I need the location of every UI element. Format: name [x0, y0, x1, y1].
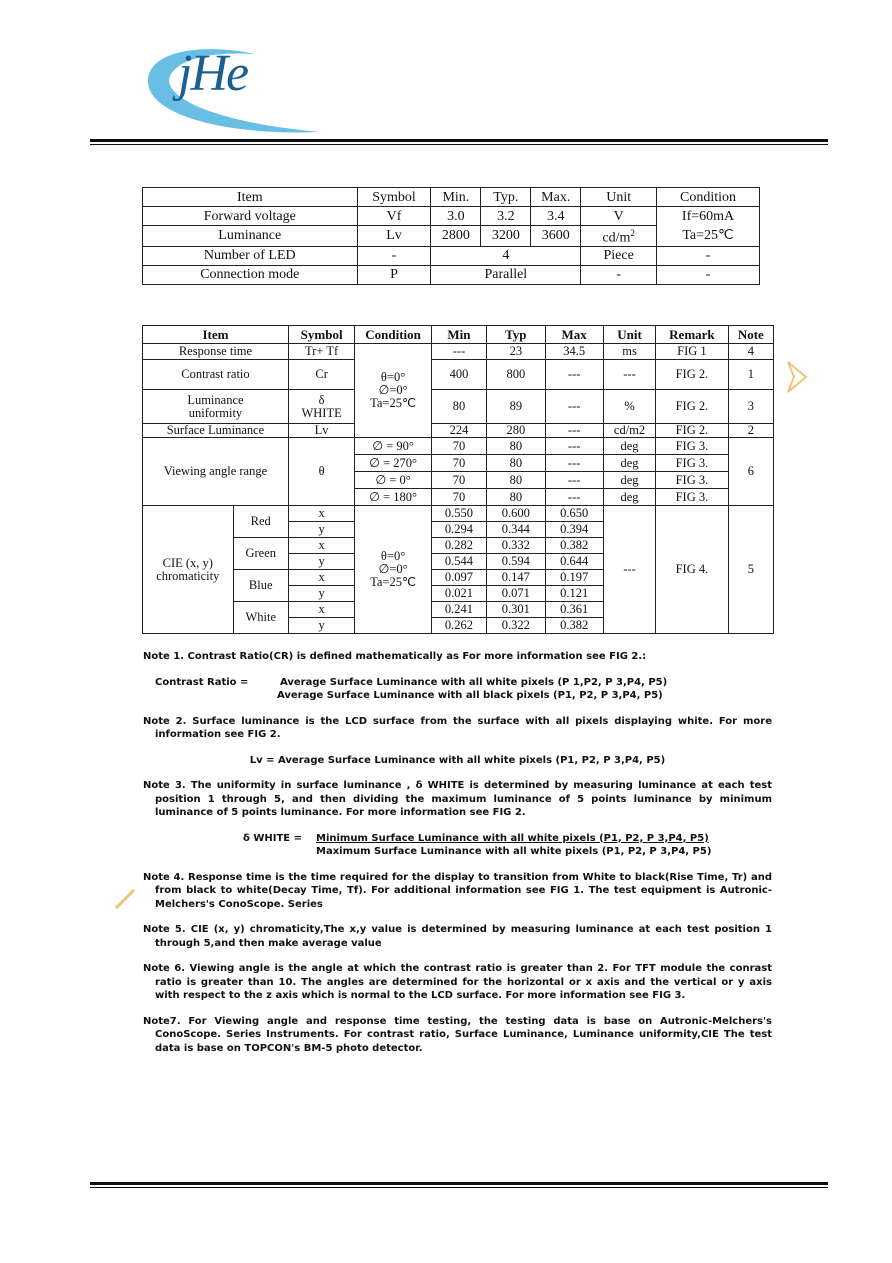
table-cell: deg: [603, 438, 655, 455]
header-cell: Min: [431, 326, 486, 344]
header-cell: Item: [143, 326, 289, 344]
optical-characteristics-table: [142, 325, 774, 634]
header-cell: Symbol: [357, 188, 431, 207]
table-cell: x: [288, 570, 354, 586]
cie-label-line: chromaticity: [156, 568, 220, 583]
table-cell: y: [288, 586, 354, 602]
table-cell: 0.361: [545, 602, 603, 618]
table-cell: 4: [728, 344, 773, 360]
table-row: [143, 424, 774, 438]
contrast-ratio-formula: [143, 676, 772, 703]
table-cell: 80: [487, 472, 545, 489]
decorative-pen-icon: [114, 888, 136, 910]
condition-line: Ta=25℃: [370, 396, 416, 410]
table-cell: Lv: [288, 424, 354, 438]
formula-numerator: Average Surface Luminance with all white pixels (P 1,P2, P 3,P4, P5): [280, 676, 668, 688]
table-cell: 5: [728, 506, 773, 634]
backlight-spec-table: [142, 187, 760, 285]
table-cell: 80: [431, 390, 486, 424]
item-line: uniformity: [188, 405, 243, 420]
table-cell: 3600: [531, 226, 581, 247]
table-cell: 0.262: [431, 618, 486, 634]
table-cell: 3200: [481, 226, 531, 247]
condition-cell: [355, 506, 431, 634]
table-cell: FIG 3.: [656, 489, 728, 506]
table-row: [143, 438, 774, 455]
table-cell: ---: [603, 506, 655, 634]
table-cell: θ: [288, 438, 354, 506]
table-cell: Response time: [143, 344, 289, 360]
table-cell: ---: [545, 360, 603, 390]
table-cell: %: [603, 390, 655, 424]
header-cell: Max.: [531, 188, 581, 207]
header-cell: Note: [728, 326, 773, 344]
table-cell: If=60mA: [657, 207, 760, 226]
decorative-arrow-icon: [786, 360, 808, 394]
condition-line: ∅=0°: [378, 562, 408, 576]
note-3: Note 3. The uniformity in surface luminance , δ WHITE is determined by measuring luminance at each test position 1 through 5, and then dividing the maximum luminance of 5 points luminance by minimum luminance of 5 points luminance. For more information see FIG 2.: [143, 780, 772, 818]
table-header-row: [143, 188, 760, 207]
table-cell: FIG 3.: [656, 438, 728, 455]
table-cell: 0.594: [487, 554, 545, 570]
table-cell: ∅ = 270°: [355, 455, 431, 472]
table-cell: Connection mode: [143, 265, 358, 284]
header-cell: Unit: [603, 326, 655, 344]
table-cell: Contrast ratio: [143, 360, 289, 390]
table-cell: ∅ = 90°: [355, 438, 431, 455]
table-cell: 0.394: [545, 522, 603, 538]
table-cell: 3: [728, 390, 773, 424]
table-cell: 70: [431, 489, 486, 506]
note-5: Note 5. CIE (x, y) chromaticity,The x,y value is determined by measuring luminance at each test position 1 through 5,and then make average value: [143, 924, 772, 949]
notes-section: [143, 650, 772, 1055]
formula-numerator: Minimum Surface Luminance with all white pixels (P1, P2, P 3,P4, P5): [316, 832, 709, 844]
header-rule-thin: [90, 144, 828, 145]
footer-rule-thin: [90, 1187, 828, 1188]
table-cell: 0.147: [487, 570, 545, 586]
table-cell: 0.021: [431, 586, 486, 602]
note-2: Note 2. Surface luminance is the LCD surface from the surface with all pixels displaying white. For more information see FIG 2.: [143, 715, 772, 740]
table-cell: Cr: [288, 360, 354, 390]
table-cell: y: [288, 618, 354, 634]
table-cell: ---: [545, 489, 603, 506]
table-cell: 400: [431, 360, 486, 390]
table-cell: 70: [431, 472, 486, 489]
table-cell: Tr+ Tf: [288, 344, 354, 360]
table-cell: 0.282: [431, 538, 486, 554]
table-cell: x: [288, 538, 354, 554]
table-cell: Blue: [233, 570, 288, 602]
header-cell: Condition: [355, 326, 431, 344]
footer-rule: [90, 1182, 828, 1185]
table-cell: 3.0: [431, 207, 481, 226]
table-cell: 0.197: [545, 570, 603, 586]
table-cell: P: [357, 265, 431, 284]
header-cell: Symbol: [288, 326, 354, 344]
table-cell: y: [288, 554, 354, 570]
formula-denominator: Average Surface Luminance with all black pixels (P1, P2, P 3,P4, P5): [277, 690, 663, 701]
table-row: [143, 265, 760, 284]
table-cell: 0.382: [545, 538, 603, 554]
table-cell: Viewing angle range: [143, 438, 289, 506]
table-cell: [581, 226, 657, 247]
table-cell: y: [288, 522, 354, 538]
company-logo-text: jHe: [178, 45, 248, 102]
table-row: [143, 246, 760, 265]
table-cell: Vf: [357, 207, 431, 226]
header-cell: Typ.: [481, 188, 531, 207]
table-cell: Luminance: [143, 226, 358, 247]
table-cell: 800: [487, 360, 545, 390]
table-cell: Ta=25℃: [657, 226, 760, 247]
unit-superscript: 2: [630, 228, 635, 238]
table-cell: 0.544: [431, 554, 486, 570]
table-cell: ---: [545, 438, 603, 455]
note-1: Note 1. Contrast Ratio(CR) is defined mathematically as For more information see FIG 2.:: [143, 651, 647, 662]
table-cell: cd/m2: [603, 424, 655, 438]
table-cell: 0.301: [487, 602, 545, 618]
table-cell: x: [288, 602, 354, 618]
table-cell: FIG 2.: [656, 360, 728, 390]
table-cell: 80: [487, 455, 545, 472]
table-cell: 6: [728, 438, 773, 506]
table-cell: -: [357, 246, 431, 265]
cie-label-line: CIE (x, y): [162, 555, 213, 570]
header-cell: Condition: [657, 188, 760, 207]
table-cell: Number of LED: [143, 246, 358, 265]
header-cell: Min.: [431, 188, 481, 207]
table-cell: x: [288, 506, 354, 522]
table-cell: 0.650: [545, 506, 603, 522]
note-4: Note 4. Response time is the time required for the display to transition from White to black(Rise Time, Tr) and from black to white(Decay Time, Tf). For additional information see FIG 1. The test equipment is Autronic-Melchers's ConoScope. Series: [143, 871, 772, 910]
table-cell: Surface Luminance: [143, 424, 289, 438]
table-header-row: [143, 326, 774, 344]
table-cell: FIG 1: [656, 344, 728, 360]
table-cell: -: [657, 265, 760, 284]
table-cell: 0.644: [545, 554, 603, 570]
table-cell: 0.600: [487, 506, 545, 522]
table-cell: 0.121: [545, 586, 603, 602]
table-cell: 89: [487, 390, 545, 424]
formula-fraction: [277, 676, 668, 703]
table-cell: 0.097: [431, 570, 486, 586]
table-cell: 0.550: [431, 506, 486, 522]
table-cell: 3.4: [531, 207, 581, 226]
table-cell: 280: [487, 424, 545, 438]
table-cell: 2800: [431, 226, 481, 247]
condition-line: θ=0°: [380, 370, 406, 384]
table-cell: Forward voltage: [143, 207, 358, 226]
table-row: [143, 207, 760, 226]
unit-text: cd/m: [602, 230, 631, 246]
table-cell: White: [233, 602, 288, 634]
table-cell: 0.294: [431, 522, 486, 538]
table-cell: 2: [728, 424, 773, 438]
surface-luminance-formula: Lv = Average Surface Luminance with all white pixels (P1, P2, P 3,P4, P5): [249, 754, 666, 766]
table-cell: 0.322: [487, 618, 545, 634]
table-cell: -: [657, 246, 760, 265]
table-cell: [143, 390, 289, 424]
table-cell: 4: [431, 246, 581, 265]
table-cell: deg: [603, 472, 655, 489]
table-cell: Piece: [581, 246, 657, 265]
table-cell: ms: [603, 344, 655, 360]
item-line: Luminance: [187, 392, 244, 407]
table-cell: ∅ = 180°: [355, 489, 431, 506]
table-cell: -: [581, 265, 657, 284]
table-cell: FIG 2.: [656, 390, 728, 424]
table-cell: Lv: [357, 226, 431, 247]
table-cell: FIG 3.: [656, 455, 728, 472]
formula-denominator: Maximum Surface Luminance with all white pixels (P1, P2, P 3,P4, P5): [316, 846, 712, 857]
table-cell: 1: [728, 360, 773, 390]
table-row: [143, 226, 760, 247]
uniformity-formula: [143, 832, 772, 859]
table-cell: 224: [431, 424, 486, 438]
header-cell: Unit: [581, 188, 657, 207]
table-row: [143, 360, 774, 390]
header-cell: Item: [143, 188, 358, 207]
header-rule: [90, 139, 828, 142]
formula-label: δ WHITE =: [243, 832, 302, 844]
table-cell: ---: [545, 390, 603, 424]
table-cell: 0.241: [431, 602, 486, 618]
table-cell: deg: [603, 489, 655, 506]
formula-fraction: [316, 832, 711, 859]
table-cell: ---: [431, 344, 486, 360]
table-cell: ---: [545, 424, 603, 438]
table-cell: ---: [545, 472, 603, 489]
table-cell: ∅ = 0°: [355, 472, 431, 489]
symbol-line: WHITE: [301, 405, 342, 420]
condition-line: θ=0°: [380, 549, 406, 563]
table-cell: ---: [603, 360, 655, 390]
condition-line: ∅=0°: [378, 383, 408, 397]
table-cell: 70: [431, 438, 486, 455]
table-cell: FIG 4.: [656, 506, 728, 634]
table-cell: 70: [431, 455, 486, 472]
table-cell: 3.2: [481, 207, 531, 226]
table-cell: [288, 390, 354, 424]
table-cell: 80: [487, 438, 545, 455]
table-cell: Red: [233, 506, 288, 538]
table-cell: [143, 506, 234, 634]
table-cell: ---: [545, 455, 603, 472]
table-row: [143, 344, 774, 360]
table-cell: Green: [233, 538, 288, 570]
table-cell: 23: [487, 344, 545, 360]
condition-cell: [355, 344, 431, 438]
table-cell: Parallel: [431, 265, 581, 284]
note-7: Note7. For Viewing angle and response time testing, the testing data is base on Autronic-Melchers's ConoScope. Series Instruments. For contrast ratio, Surface Luminance, Luminance uniformity,CIE The test data is base on TOPCON's BM-5 photo detector.: [143, 1015, 772, 1054]
formula-label: Contrast Ratio =: [155, 676, 249, 688]
table-cell: 0.344: [487, 522, 545, 538]
symbol-line: δ: [318, 392, 325, 407]
table-cell: FIG 3.: [656, 472, 728, 489]
table-cell: 0.382: [545, 618, 603, 634]
table-row: [143, 506, 774, 522]
note-6: Note 6. Viewing angle is the angle at which the contrast ratio is greater than 2. For TFT module the conrast ratio is greater than 10. The angles are determined for the horizontal or x axis and the vertical or y axis with respect to the z axis which is normal to the LCD surface. For more information see FIG 3.: [143, 963, 772, 1001]
table-cell: FIG 2.: [656, 424, 728, 438]
header-cell: Max: [545, 326, 603, 344]
table-cell: V: [581, 207, 657, 226]
table-cell: deg: [603, 455, 655, 472]
table-row: [143, 390, 774, 424]
table-cell: 0.071: [487, 586, 545, 602]
condition-line: Ta=25℃: [370, 575, 416, 589]
header-cell: Typ: [487, 326, 545, 344]
table-cell: 80: [487, 489, 545, 506]
table-cell: 34.5: [545, 344, 603, 360]
header-cell: Remark: [656, 326, 728, 344]
table-cell: 0.332: [487, 538, 545, 554]
